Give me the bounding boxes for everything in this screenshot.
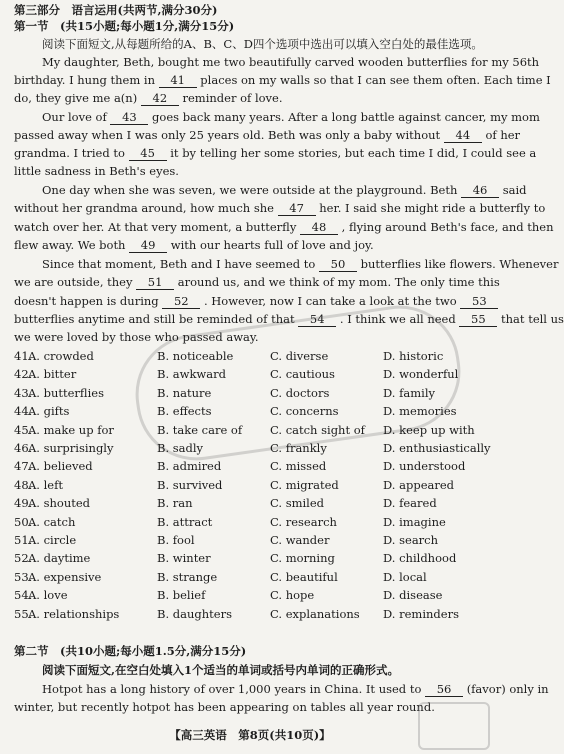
passage-text: do, they give me a(n) [14,91,138,105]
option-d: D. understood [383,459,466,474]
option-d: D. appeared [383,477,455,492]
option-d: D. enthusiastically [383,441,491,455]
option-b: B. strange [157,569,218,584]
option-a: A. surprisingly [28,441,114,455]
question-number: 46. [14,441,33,455]
blank-52: 52 [162,294,200,309]
passage-text: birthday. I hung them in [14,73,155,87]
option-c: C. migrated [270,477,339,492]
passage-text: One day when she was seven, we were outside at the playground. Beth [42,183,458,197]
passage-text: flew away. We both [14,238,126,252]
blank-50: 50 [319,257,357,272]
passage-text: said [502,183,527,197]
option-c: C. research [270,514,337,529]
passage-line [14,275,514,290]
option-a: A. crowded [28,349,94,363]
option-b: B. winter [157,551,211,566]
question-number: 43. [14,385,33,400]
option-d: D. family [383,385,435,400]
option-d: D. local [383,569,427,584]
passage-text: passed away when I was only 25 years old. Beth was only a baby without [14,128,441,142]
option-d: D. search [383,533,439,547]
option-c: C. missed [270,459,327,474]
blank-44: 44 [444,128,482,143]
option-a: A. daytime [28,551,91,566]
option-b: B. effects [157,404,212,419]
option-a: A. gifts [28,404,70,419]
option-c: C. concerns [270,404,339,419]
option-c: C. wander [270,533,330,547]
passage-line [14,312,564,327]
hotpot-line-1 [42,682,549,697]
blank-41: 41 [159,73,197,88]
question-number: 55. [14,606,33,621]
blank-43: 43 [110,110,148,125]
passage-line [42,257,559,272]
passage-line [14,201,546,216]
option-d: D. wonderful [383,367,459,382]
blank-49: 49 [129,238,167,253]
passage-text: goes back many years. After a long battle against cancer, my mom [152,110,540,124]
question-number: 44. [14,404,33,419]
blank-56: 56 [425,682,463,697]
blank-53: 53 [460,294,498,309]
passage-text: , flying around Beth's face, and then [341,220,554,234]
option-c: C. frankly [270,441,327,455]
option-d: D. disease [383,588,443,603]
passage-line [42,183,542,198]
option-a: A. make up for [28,422,114,437]
passage-text: reminder of love. [182,91,283,105]
option-b: B. daughters [157,606,232,621]
blank-42: 42 [141,91,179,106]
option-b: B. attract [157,514,213,529]
passage-text: My daughter, Beth, bought me two beautifully carved wooden butterflies for my 56th [42,55,540,69]
option-d: D. imagine [383,514,446,529]
option-a: A. catch [28,514,76,529]
passage-text: without her grandma around, how much she [14,201,274,215]
option-b: B. nature [157,385,212,400]
passage-text: butterflies anytime and still be reminded of that [14,312,295,326]
hotpot-line-2: winter, but recently hotpot has been appearing on tables all year round. [14,700,435,714]
passage-text: with our hearts full of love and joy. [170,238,374,252]
passage-text: around us, and we think of my mom. The only time this [177,275,500,289]
passage-text: . However, now I can take a look at the two [203,294,457,308]
blank-55: 55 [459,312,497,327]
option-b: B. noticeable [157,349,234,363]
watermark-logo-icon [418,702,490,750]
blank-48: 48 [300,220,338,235]
passage-text: watch over her. At that very moment, a butterfly [14,220,297,234]
part-heading: 第三部分 语言运用(共两节,满分30分) [14,3,218,17]
question-number: 42. [14,367,33,382]
option-a: A. left [28,477,63,492]
option-d: D. keep up with [383,422,475,437]
option-b: B. admired [157,459,222,474]
passage-line [14,128,521,143]
blank-45: 45 [129,146,167,161]
passage-text: that tell us [501,312,564,326]
option-b: B. awkward [157,367,226,382]
question-number: 52. [14,551,33,566]
question-number: 53. [14,569,33,584]
passage-text: Since that moment, Beth and I have seemed to [42,257,316,271]
option-d: D. childhood [383,551,457,566]
option-a: A. circle [28,533,77,547]
option-c: C. beautiful [270,569,338,584]
passage-text: we were loved by those who passed away. [14,330,259,344]
blank-47: 47 [278,201,316,216]
passage-text: Our love of [42,110,107,124]
option-a: A. believed [28,459,93,474]
blank-46: 46 [461,183,499,198]
blank-54: 54 [298,312,336,327]
option-d: D. reminders [383,606,459,621]
passage-line [14,220,554,235]
passage-text: butterflies like flowers. Whenever [360,257,559,271]
passage-text: places on my walls so that I can see them often. Each time I [200,73,551,87]
passage-line [14,164,514,178]
question-number: 41. [14,349,33,363]
option-a: A. expensive [28,569,102,584]
hotpot-text-a: Hotpot has a long history of over 1,000 years in China. It used to [42,682,422,696]
option-a: A. relationships [28,606,120,621]
option-a: A. bitter [28,367,77,382]
option-c: C. morning [270,551,335,566]
option-b: B. fool [157,533,195,547]
option-c: C. catch sight of [270,422,365,437]
passage-text: we are outside, they [14,275,133,289]
hotpot-text-b: (favor) only in [466,682,549,696]
option-d: D. historic [383,349,444,363]
passage-line [14,146,537,161]
passage-text: . I think we all need [339,312,456,326]
question-number: 51. [14,533,33,547]
blank-51: 51 [136,275,174,290]
question-number: 50. [14,514,33,529]
option-c: C. smiled [270,496,325,511]
instructions1: 阅读下面短文,从每题所给的A、B、C、D四个选项中选出可以填入空白处的最佳选项。 [42,37,483,51]
option-c: C. doctors [270,385,330,400]
option-c: C. explanations [270,606,360,621]
option-b: B. take care of [157,422,243,437]
option-b: B. ran [157,496,193,511]
option-a: A. shouted [28,496,91,511]
passage-text: grandma. I tried to [14,146,125,160]
question-number: 49. [14,496,33,511]
section1-heading: 第一节 (共15小题;每小题1分,满分15分) [14,19,235,33]
passage-text: it by telling her some stories, but each time I did, I could see a [170,146,537,160]
passage-line [42,110,542,125]
passage-line [14,330,514,344]
passage-text: her. I said she might ride a butterfly to [319,201,546,215]
passage-line [42,55,542,69]
option-b: B. belief [157,588,206,603]
question-number: 45. [14,422,33,437]
option-c: C. cautious [270,367,335,382]
page-footer: 【高三英语 第8页(共10页)】 [169,728,331,742]
option-a: A. butterflies [28,385,104,400]
passage-text: little sadness in Beth's eyes. [14,164,179,178]
option-c: C. hope [270,588,315,603]
option-d: D. feared [383,496,437,511]
option-a: A. love [28,588,68,603]
passage-text: of her [485,128,521,142]
option-d: D. memories [383,404,457,419]
option-c: C. diverse [270,349,329,363]
passage-line [14,294,514,309]
passage-line [14,91,514,106]
instructions2: 阅读下面短文,在空白处填入1个适当的单词或括号内单词的正确形式。 [42,663,400,677]
question-number: 54. [14,588,33,603]
passage-line [14,238,514,253]
passage-line [14,73,551,88]
question-number: 47. [14,459,33,474]
option-b: B. survived [157,477,223,492]
option-b: B. sadly [157,441,204,455]
passage-text: doesn't happen is during [14,294,159,308]
question-number: 48. [14,477,33,492]
section2-heading: 第二节 (共10小题;每小题1.5分,满分15分) [14,644,247,658]
